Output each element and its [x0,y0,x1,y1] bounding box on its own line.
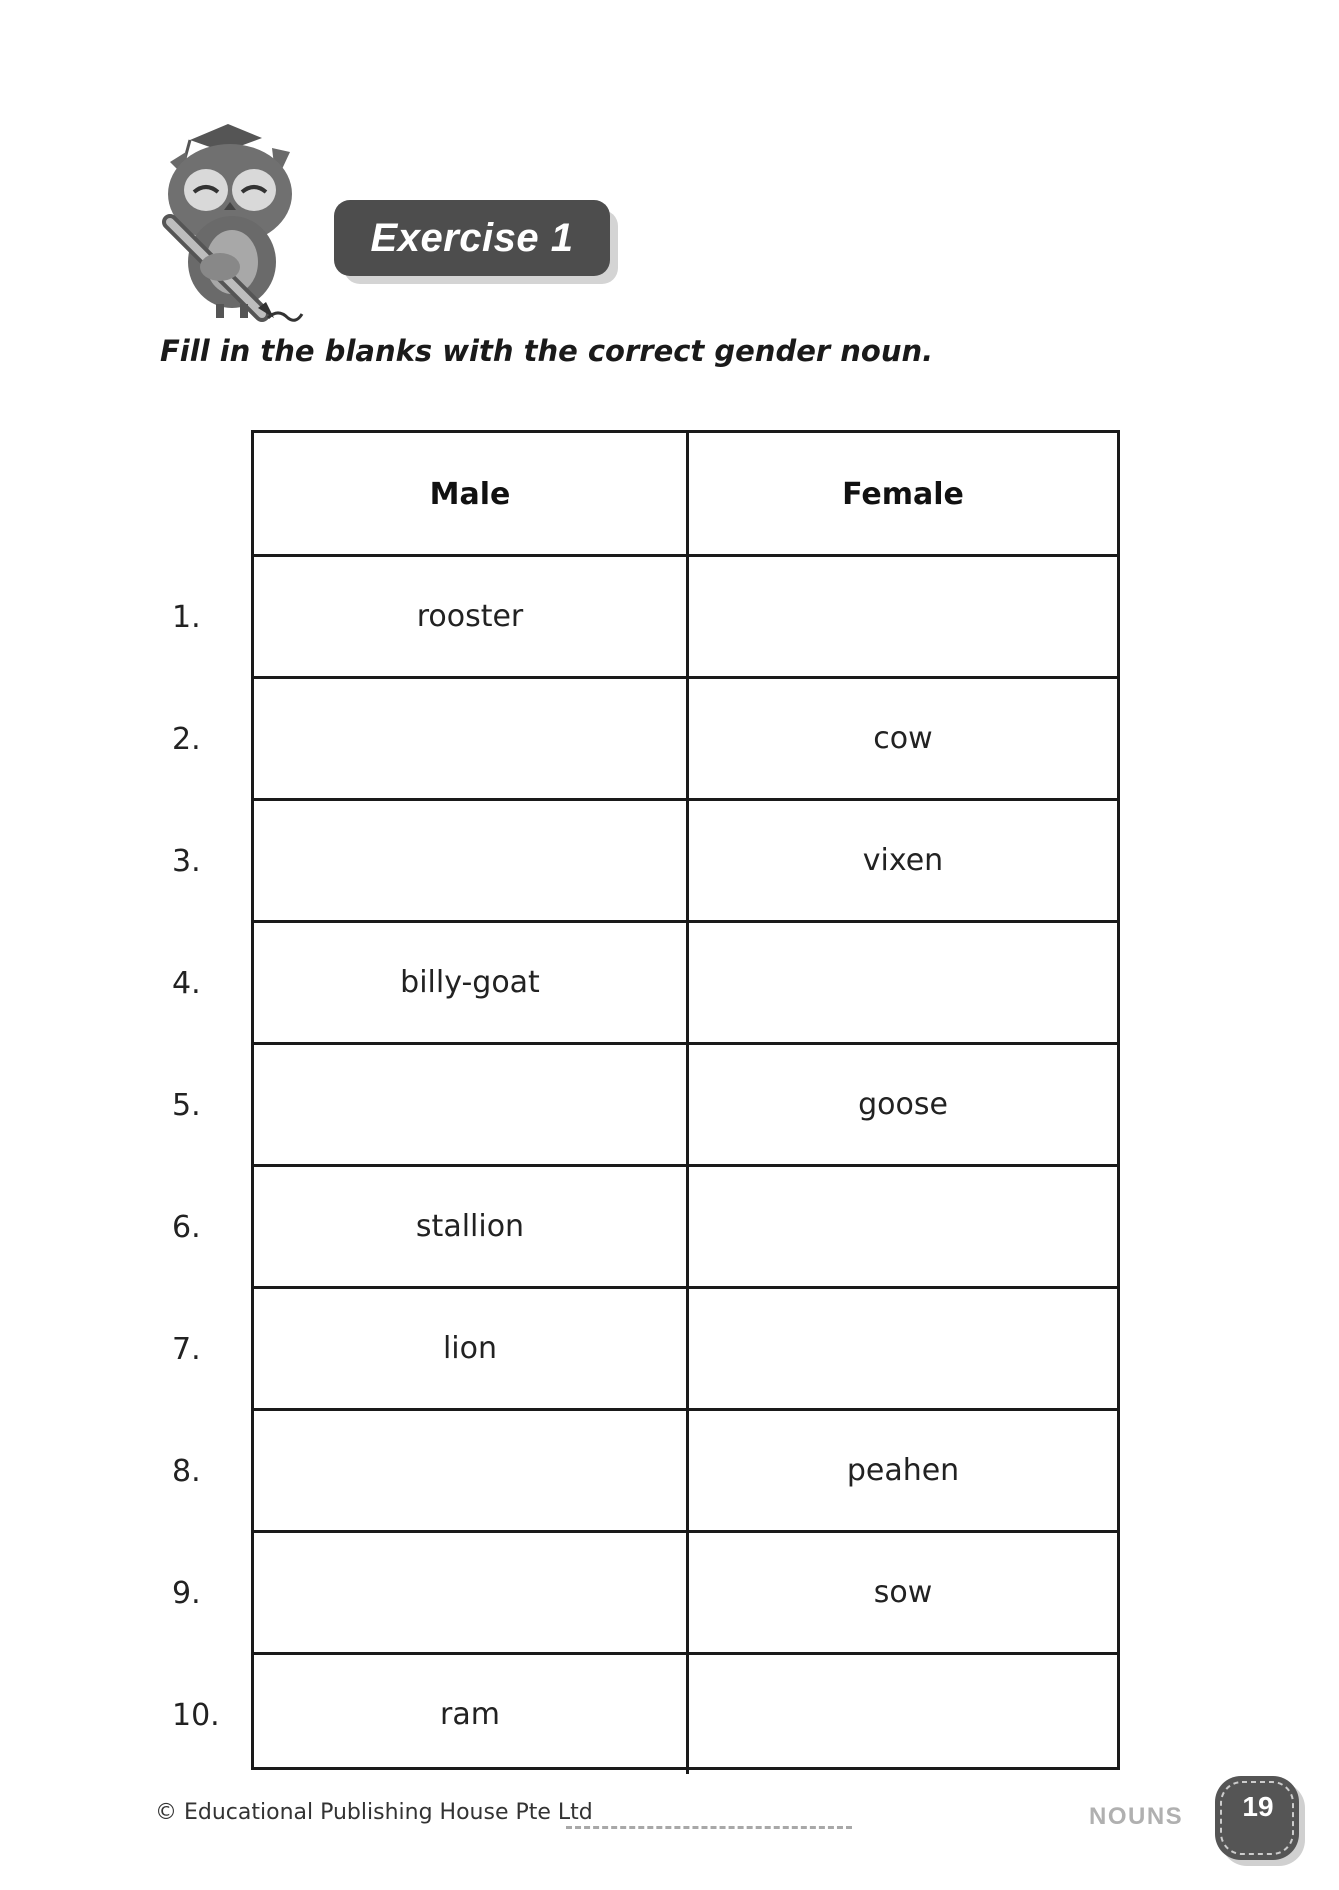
male-cell[interactable] [254,801,686,920]
table-row [254,1530,1117,1652]
female-cell[interactable]: peahen [846,1453,960,1488]
table-row [254,1286,1117,1408]
female-cell[interactable]: vixen [862,843,944,878]
male-cell[interactable]: stallion [415,1209,525,1244]
header-male: Male [429,476,511,512]
male-cell[interactable] [254,679,686,798]
female-cell[interactable] [689,923,1117,1042]
male-cell[interactable] [254,1045,686,1164]
row-number: 7. [172,1332,201,1367]
row-number: 4. [172,966,201,1001]
male-cell[interactable]: ram [440,1697,500,1732]
row-number: 10. [172,1698,220,1733]
owl-mascot-icon [150,112,325,322]
female-cell[interactable]: sow [873,1575,933,1610]
row-number: 1. [172,600,201,635]
row-number: 3. [172,844,201,879]
exercise-heading [334,200,610,276]
male-cell[interactable]: lion [442,1331,498,1366]
female-cell[interactable]: goose [858,1087,948,1122]
table-row [254,1042,1117,1164]
male-cell[interactable] [254,1411,686,1530]
female-cell[interactable]: cow [873,721,933,756]
table-row [254,798,1117,920]
section-label: NOUNS [1089,1803,1184,1830]
table-row [254,676,1117,798]
table-row [254,1164,1117,1286]
page-number: 19 [1242,1791,1274,1822]
female-cell[interactable] [689,1655,1117,1774]
female-cell[interactable] [689,1289,1117,1408]
male-cell[interactable]: rooster [416,599,524,634]
table-header-row [254,433,1117,555]
gender-noun-table [251,430,1120,1770]
header-female: Female [842,476,964,512]
male-cell[interactable]: billy-goat [400,965,540,1000]
row-number: 2. [172,722,201,757]
row-number: 5. [172,1088,201,1123]
female-cell[interactable] [689,1167,1117,1286]
row-number: 6. [172,1210,201,1245]
row-number: 9. [172,1576,201,1611]
female-cell[interactable] [689,557,1117,676]
footer-dashed-line [566,1826,852,1829]
table-row [254,1652,1117,1774]
table-row [254,554,1117,676]
male-cell[interactable] [254,1533,686,1652]
exercise-title: Exercise 1 [334,200,610,276]
table-row [254,1408,1117,1530]
table-row [254,920,1117,1042]
copyright-text: © Educational Publishing House Pte Ltd [155,1800,593,1825]
row-number: 8. [172,1454,201,1489]
instruction-text: Fill in the blanks with the correct gender noun. [160,334,934,368]
